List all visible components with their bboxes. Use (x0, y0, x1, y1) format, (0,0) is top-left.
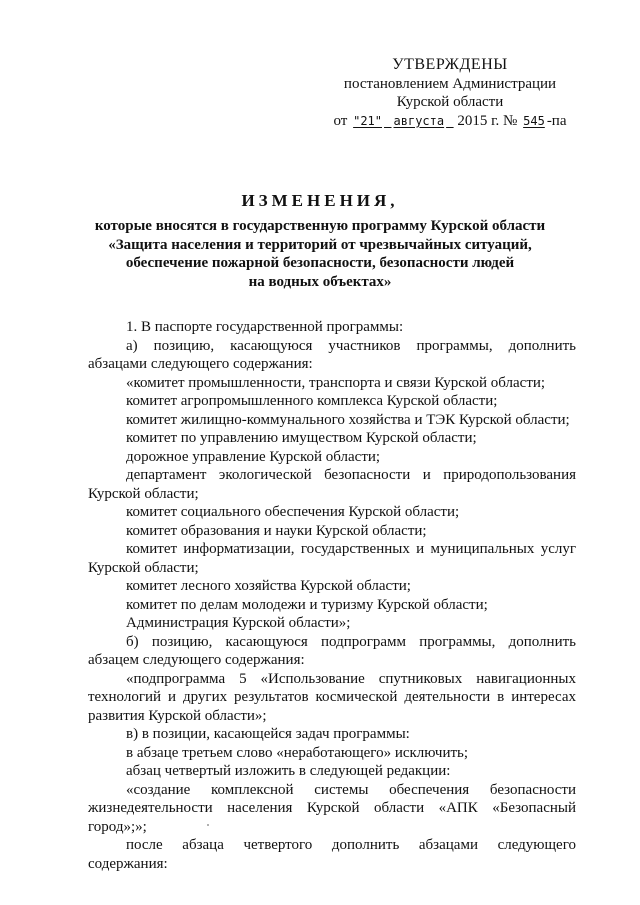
list-item: Администрация Курской области»; (126, 615, 351, 631)
title-line-2: «Защита населения и территорий от чрезвычайных ситуаций, (108, 236, 532, 253)
paragraph-subprogram: «подпрограмма 5 «Использование спутниковых навигационных технологий и других результатов космической деятельности в интересах развития Курской области»; (88, 670, 576, 724)
title-line-1: которые вносятся в государственную программу Курской области (94, 218, 546, 234)
list-item: комитет лесного хозяйства Курской области; (126, 578, 411, 594)
date-month: августа (393, 113, 445, 128)
title-line-3: обеспечение пожарной безопасности, безопасности людей (125, 255, 515, 271)
title-line-4: на водных объектах» (248, 273, 392, 290)
date-year: 2015 г. № (457, 112, 518, 129)
approval-line-2: Курской области (396, 94, 504, 110)
approval-date-line (300, 112, 600, 131)
list-item: «комитет промышленности, транспорта и связи Курской области; (126, 374, 546, 391)
title-main: ИЗМЕНЕНИЯ, (241, 191, 399, 210)
document-number-suffix: -па (546, 112, 567, 129)
list-item: комитет информатизации, государственных и муниципальных услуг Курской области; (88, 541, 576, 576)
list-item: департамент экологической безопасности и природопользования Курской области; (88, 467, 576, 502)
paragraph-b: б) позицию, касающуюся подпрограмм программы, дополнить абзацем следующего содержания: (88, 633, 576, 668)
paragraph-fourth: абзац четвертый изложить в следующей редакции: (126, 763, 451, 779)
list-item: комитет жилищно-коммунального хозяйства и ТЭК Курской области; (126, 411, 570, 428)
paragraph-third: в абзаце третьем слово «неработающего» исключить; (126, 744, 469, 761)
paragraph-new-fourth: «создание комплексной системы обеспечения безопасности жизнедеятельности населения Курской области «АПК «Безопасный город»;»; (88, 781, 576, 835)
list-item: дорожное управление Курской области; (126, 448, 381, 465)
approval-stamp (300, 56, 600, 130)
paragraph-after: после абзаца четвертого дополнить абзацами следующего содержания: (88, 837, 576, 872)
date-gap-1 (384, 113, 392, 129)
date-prefix: от (333, 112, 348, 129)
paragraph-1: 1. В паспорте государственной программы: (126, 319, 404, 335)
paragraph-2: а) позицию, касающуюся участников программы, дополнить абзацами следующего содержания: (88, 337, 576, 372)
list-item: комитет образования и науки Курской области; (126, 522, 427, 539)
date-gap-2 (446, 113, 454, 129)
date-day: "21" (353, 113, 383, 128)
approval-heading: УТВЕРЖДЕНЫ (392, 56, 508, 73)
list-item: комитет по делам молодежи и туризму Курской области; (126, 596, 488, 613)
list-item: комитет социального обеспечения Курской области; (126, 504, 460, 520)
scan-speck (207, 824, 209, 826)
approval-line-1: постановлением Администрации (343, 75, 557, 92)
list-item: комитет по управлению имуществом Курской области; (126, 430, 477, 446)
document-body (88, 318, 576, 873)
list-item: комитет агропромышленного комплекса Курской области; (126, 393, 498, 409)
document-title (90, 191, 550, 291)
document-number: 545 (523, 113, 545, 128)
paragraph-v: в) в позиции, касающейся задач программы: (126, 726, 410, 742)
